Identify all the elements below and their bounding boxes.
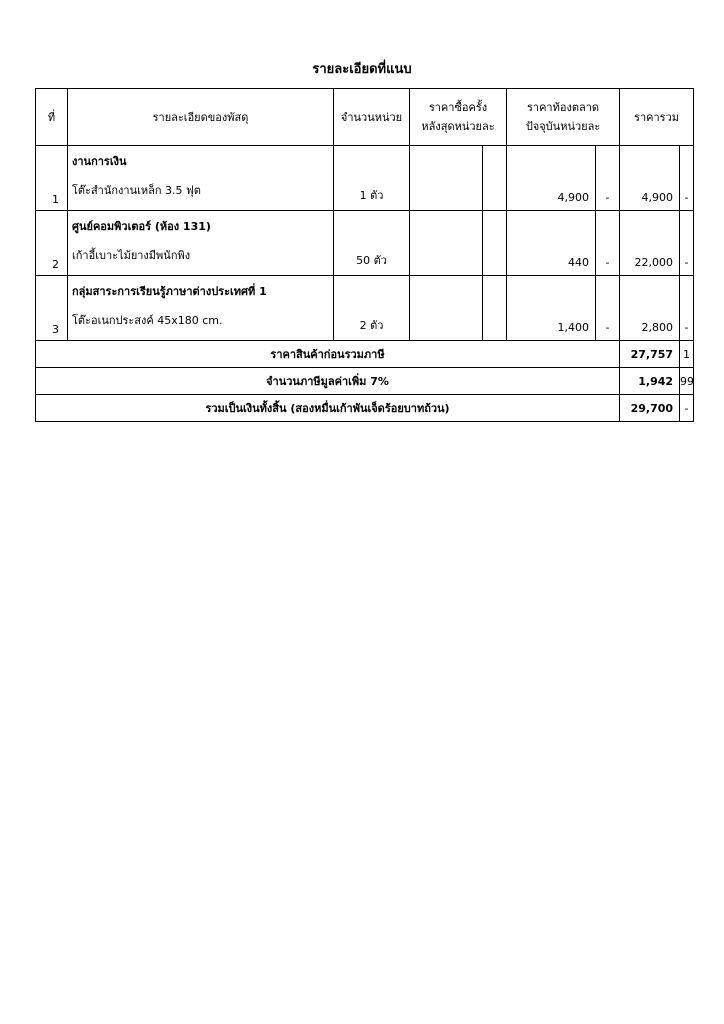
table-row	[36, 276, 694, 341]
item-details	[68, 146, 334, 211]
item-details	[68, 276, 334, 341]
header-last-price	[410, 89, 507, 146]
subtotal-baht: 27,757	[620, 341, 680, 368]
item-details	[68, 211, 334, 276]
vat-label: จำนวนภาษีมูลค่าเพิ่ม 7%	[36, 368, 620, 395]
item-description: เก้าอี้เบาะไม้ยางมีพนักพิง	[72, 249, 191, 262]
item-last-price-satang	[483, 146, 507, 211]
header-last-price-line2: หลังสุดหน่วยละ	[421, 120, 495, 133]
header-market-price-line2: ปัจจุบันหน่วยละ	[525, 120, 601, 133]
header-description: รายละเอียดของพัสดุ	[68, 89, 334, 146]
item-market-price-baht: 4,900	[507, 146, 596, 211]
subtotal-label: ราคาสินค้าก่อนรวมภาษี	[36, 341, 620, 368]
header-market-price-line1: ราคาท้องตลาด	[526, 101, 600, 114]
vat-satang: 99	[680, 368, 694, 395]
header-row	[36, 89, 694, 146]
item-total-baht: 2,800	[620, 276, 680, 341]
header-total: ราคารวม	[620, 89, 694, 146]
item-market-price-satang: -	[596, 146, 620, 211]
item-market-price-satang: -	[596, 211, 620, 276]
item-last-price-satang	[483, 276, 507, 341]
item-total-baht: 4,900	[620, 146, 680, 211]
item-department: กลุ่มสาระการเรียนรู้ภาษาต่างประเทศที่ 1	[72, 285, 267, 298]
item-last-price-satang	[483, 211, 507, 276]
header-no: ที่	[36, 89, 68, 146]
item-description: โต๊ะสำนักงานเหล็ก 3.5 ฟุต	[72, 184, 201, 197]
item-total-baht: 22,000	[620, 211, 680, 276]
vat-row	[36, 368, 694, 395]
item-market-price-baht: 440	[507, 211, 596, 276]
item-market-price-satang: -	[596, 276, 620, 341]
items-table	[35, 88, 694, 422]
item-total-satang: -	[680, 276, 694, 341]
grand-total-baht: 29,700	[620, 395, 680, 422]
item-quantity: 2 ตัว	[334, 276, 410, 341]
item-quantity: 1 ตัว	[334, 146, 410, 211]
item-number: 1	[36, 146, 68, 211]
item-last-price-baht	[410, 211, 483, 276]
item-department: งานการเงิน	[72, 155, 127, 168]
item-market-price-baht: 1,400	[507, 276, 596, 341]
grand-total-row	[36, 395, 694, 422]
header-market-price	[507, 89, 620, 146]
item-last-price-baht	[410, 146, 483, 211]
table-row	[36, 146, 694, 211]
item-last-price-baht	[410, 276, 483, 341]
vat-baht: 1,942	[620, 368, 680, 395]
item-number: 2	[36, 211, 68, 276]
subtotal-satang: 1	[680, 341, 694, 368]
subtotal-row	[36, 341, 694, 368]
header-last-price-line1: ราคาซื้อครั้ง	[428, 101, 488, 114]
grand-total-label: รวมเป็นเงินทั้งสิ้น (สองหมื่นเก้าพันเจ็ดร้อยบาทถ้วน)	[36, 395, 620, 422]
item-department: ศูนย์คอมพิวเตอร์ (ห้อง 131)	[72, 220, 211, 233]
item-description: โต๊ะอเนกประสงค์ 45x180 cm.	[72, 314, 223, 327]
item-total-satang: -	[680, 211, 694, 276]
document-title: รายละเอียดที่แนบ	[312, 62, 412, 77]
item-quantity: 50 ตัว	[334, 211, 410, 276]
header-quantity: จำนวนหน่วย	[334, 89, 410, 146]
grand-total-satang: -	[680, 395, 694, 422]
item-total-satang: -	[680, 146, 694, 211]
table-row	[36, 211, 694, 276]
item-number: 3	[36, 276, 68, 341]
